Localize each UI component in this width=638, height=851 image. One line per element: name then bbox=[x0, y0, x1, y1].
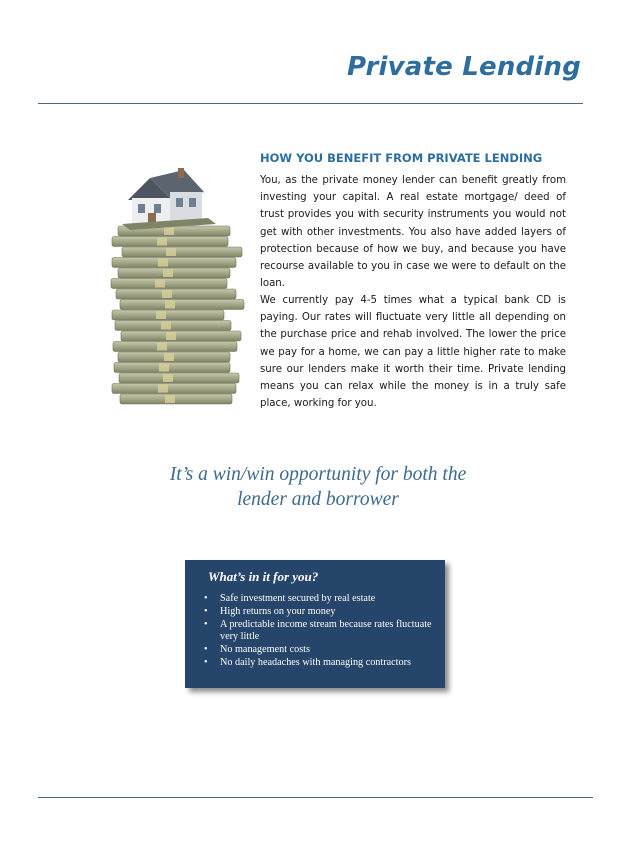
money-bundle bbox=[120, 394, 232, 404]
money-bundle bbox=[111, 279, 227, 289]
money-bundle bbox=[112, 237, 228, 247]
house-icon bbox=[122, 168, 216, 230]
bullet-icon: • bbox=[204, 644, 208, 656]
page-title: Private Lending bbox=[347, 52, 581, 82]
money-bundle bbox=[112, 384, 236, 394]
benefit-item: • No daily headaches with managing contractors bbox=[204, 656, 411, 668]
money-band bbox=[159, 364, 169, 372]
benefit-item: • No management costs bbox=[204, 644, 310, 656]
bullet-icon: • bbox=[204, 605, 208, 617]
money-bundle bbox=[118, 268, 230, 278]
tagline bbox=[148, 462, 488, 512]
benefit-paragraph-1: You, as the private money lender can benefit greatly from investing your capital. A real estate mortgage/ deed of trust provides you with security instruments you would not get with other investments. You also have added layers of protection because of how we buy, and because you have recourse available to you in case we were to default on the loan. bbox=[260, 175, 566, 290]
money-band bbox=[156, 311, 166, 319]
money-band bbox=[162, 290, 172, 298]
tagline-line-1: It’s a win/win opportunity for both the bbox=[169, 464, 467, 485]
money-bundle bbox=[120, 300, 244, 310]
money-bundle bbox=[114, 363, 230, 373]
tagline-line-2: lender and borrower bbox=[237, 489, 399, 510]
money-band bbox=[161, 322, 171, 330]
money-band bbox=[164, 227, 174, 235]
money-band bbox=[166, 248, 176, 256]
benefit-item: • Safe investment secured by real estate bbox=[204, 593, 376, 604]
money-bundle bbox=[112, 258, 236, 268]
benefit-list bbox=[204, 593, 435, 670]
footer-divider bbox=[38, 797, 593, 798]
money-band bbox=[155, 280, 165, 288]
bullet-icon: • bbox=[204, 656, 208, 668]
money-bundle bbox=[115, 321, 231, 331]
money-bundle bbox=[112, 310, 224, 320]
section-heading: HOW YOU BENEFIT FROM PRIVATE LENDING bbox=[260, 151, 543, 165]
money-bundle bbox=[119, 373, 239, 383]
money-bundle bbox=[113, 342, 237, 352]
benefits-box-title: What’s in it for you? bbox=[208, 569, 319, 584]
money-band bbox=[158, 259, 168, 267]
bullet-icon: • bbox=[204, 593, 208, 604]
money-band bbox=[157, 238, 167, 246]
bullet-icon: • bbox=[204, 618, 208, 630]
money-band bbox=[164, 353, 174, 361]
money-band bbox=[165, 395, 175, 403]
money-band bbox=[166, 332, 176, 340]
money-band bbox=[163, 269, 173, 277]
money-bundle bbox=[121, 331, 241, 341]
benefit-item: • High returns on your money bbox=[204, 605, 336, 617]
header-divider bbox=[38, 103, 583, 104]
money-bundle bbox=[116, 289, 236, 299]
money-band bbox=[157, 343, 167, 351]
money-band bbox=[165, 301, 175, 309]
benefit-item: • A predictable income stream because rates fluctuate very little bbox=[204, 618, 432, 643]
money-band bbox=[163, 374, 173, 382]
benefit-paragraph-2: We currently pay 4-5 times what a typical bank CD is paying. Our rates will fluctuate very little all depending on the purchase price and rehab involved. The lower the price we pay for a home, we can pay a little higher rate to make sure our lenders make it worth their time. Private lending means you can relax while the money is in a truly safe place, working for you. bbox=[260, 295, 566, 410]
benefits-box bbox=[185, 560, 445, 688]
house-on-money-stack-icon bbox=[100, 158, 260, 408]
money-band bbox=[158, 385, 168, 393]
money-bundle bbox=[122, 247, 242, 257]
